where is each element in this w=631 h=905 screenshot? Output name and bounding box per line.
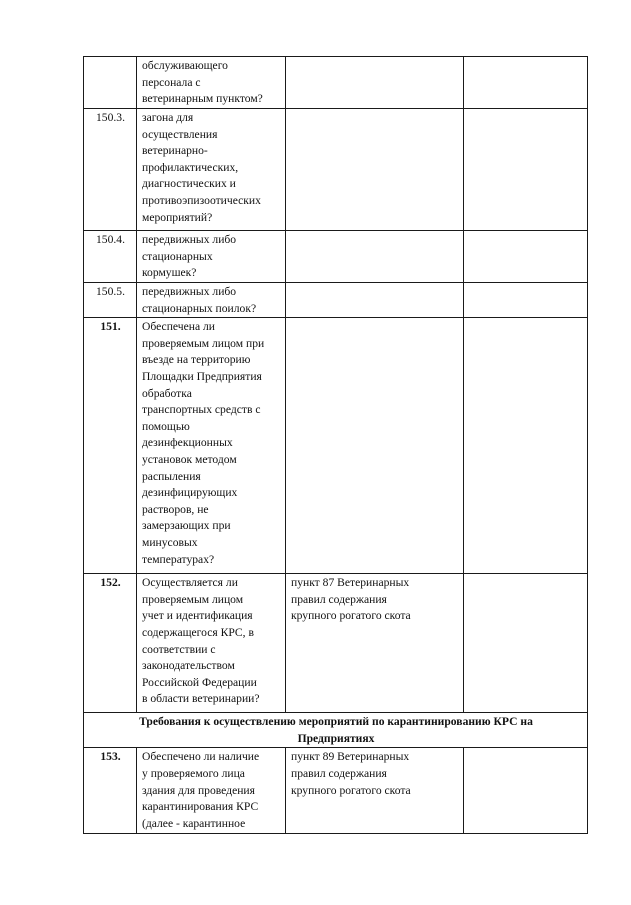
question-cell: Осуществляется ли проверяемым лицом учет и идентификация содержащегося КРС, в соответствии с законодательством Российской Федерации в области ветеринарии? [137, 574, 286, 713]
row-number: 150.4. [84, 231, 137, 283]
reference-cell [286, 57, 456, 109]
result-cell [464, 283, 588, 318]
result-cell [464, 574, 588, 713]
question-cell: обслуживающего персонала с ветеринарным пунктом? [137, 57, 286, 109]
table-row [84, 57, 588, 109]
question-cell: Обеспечена ли проверяемым лицом при въезде на территорию Площадки Предприятия обработка транспортных средств с помощью дезинфекционных установок методом распыления дезинфицирующих растворов, не замерзающих при минусовых температурах? [137, 318, 286, 574]
table-row [84, 231, 588, 283]
section-row [84, 713, 588, 748]
spacer-cell [456, 231, 464, 283]
reference-cell [286, 283, 456, 318]
question-cell: Обеспечено ли наличие у проверяемого лица здания для проведения карантинирования КРС (далее - карантинное [137, 748, 286, 834]
spacer-cell [456, 57, 464, 109]
result-cell [464, 231, 588, 283]
table-row [84, 574, 588, 713]
row-number: 150.3. [84, 109, 137, 231]
table-row [84, 748, 588, 834]
reference-cell [286, 318, 456, 574]
question-cell: передвижных либо стационарных поилок? [137, 283, 286, 318]
reference-cell [286, 231, 456, 283]
result-cell [464, 318, 588, 574]
table-row [84, 283, 588, 318]
result-cell [464, 109, 588, 231]
row-number [84, 57, 137, 109]
reference-cell [286, 109, 456, 231]
checklist-table [83, 56, 588, 834]
row-number: 150.5. [84, 283, 137, 318]
question-cell: передвижных либо стационарных кормушек? [137, 231, 286, 283]
row-number: 151. [84, 318, 137, 574]
question-cell: загона для осуществления ветеринарно- профилактических, диагностических и противоэпизоотических мероприятий? [137, 109, 286, 231]
table-row [84, 109, 588, 231]
spacer-cell [456, 283, 464, 318]
table-row [84, 318, 588, 574]
result-cell [464, 748, 588, 834]
reference-cell: пункт 87 Ветеринарных правил содержания крупного рогатого скота [286, 574, 464, 713]
row-number: 152. [84, 574, 137, 713]
spacer-cell [456, 318, 464, 574]
section-heading: Требования к осуществлению мероприятий по карантинированию КРС на Предприятиях [84, 713, 588, 748]
result-cell [464, 57, 588, 109]
reference-cell: пункт 89 Ветеринарных правил содержания крупного рогатого скота [286, 748, 464, 834]
row-number: 153. [84, 748, 137, 834]
spacer-cell [456, 109, 464, 231]
